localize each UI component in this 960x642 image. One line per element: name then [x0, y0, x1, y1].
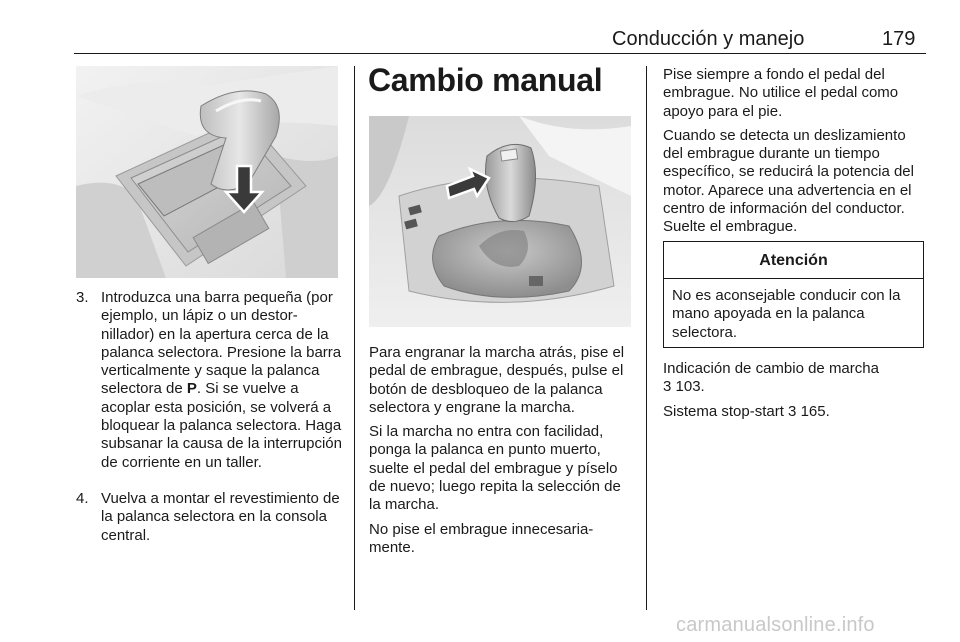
column-divider-right [646, 66, 647, 610]
page-number: 179 [882, 28, 916, 50]
gear-p-label: P [186, 380, 197, 398]
manual-gearshift-photo [369, 116, 631, 327]
header-rule [74, 53, 926, 54]
selector-lever-illustration [76, 66, 338, 278]
reference-page: 165. [800, 402, 830, 420]
step-3-text-part: . Si se vuelve a acoplar esta posición, se volverá a bloquear la palanca selectora. Haga subsanar la causa de la interrupción de corriente en un taller. [101, 380, 342, 471]
step-4 [76, 490, 342, 545]
paragraph: Si la marcha no entra con facilidad, ponga la palanca en punto muerto, suelte el pedal del embrague y píselo de nuevo; luego repita la selección de la marcha. [369, 423, 621, 514]
step-3 [76, 289, 342, 472]
paragraph: No pise el embrague innecesaria-mente. [369, 520, 594, 556]
paragraph: Cuando se detecta un deslizamiento del embrague durante un tiempo específico, se reducirá la potencia del motor. Aparece una advertencia en el centro de información del conductor. Suelte el embrague. [663, 126, 914, 236]
reference-stop-start[interactable] [663, 403, 928, 421]
step-3-text-part: Introduzca una barra pequeña (por ejemplo, un lápiz o un destor-nillador) en la apertura cerca de la palanca selectora. Presione la barra verticalmente y saque la palanca selectora de [101, 289, 342, 398]
reference-label: Indicación de cambio de marcha [663, 360, 879, 377]
step-3-number: 3. [76, 289, 89, 306]
page-ref-icon: 3 [663, 378, 676, 396]
right-body-text [663, 66, 928, 243]
column-divider-left [354, 66, 355, 610]
reference-gear-shift-indicator[interactable] [663, 360, 928, 397]
cross-references [663, 360, 928, 427]
reference-label: Sistema stop-start [663, 402, 784, 420]
page-ref-icon: 3 [783, 402, 801, 420]
warning-box [663, 241, 924, 348]
paragraph: Pise siempre a fondo el pedal del embrague. No utilice el pedal como apoyo para el pie. [663, 66, 899, 120]
middle-body-text [369, 344, 635, 563]
step-3-text [101, 289, 342, 472]
paragraph: Para engranar la marcha atrás, pise el pedal de embrague, después, pulse el botón de desbloqueo de la palanca selectora y engrane la marcha. [369, 344, 625, 416]
step-4-text: Vuelva a montar el revestimiento de la palanca selectora en la consola central. [101, 490, 340, 544]
reference-page: 103. [675, 378, 705, 396]
running-header-title: Conducción y manejo [612, 28, 805, 50]
step-4-number: 4. [76, 490, 89, 507]
selector-lever-photo [76, 66, 338, 278]
warning-title: Atención [664, 242, 923, 279]
section-title: Cambio manual [368, 62, 603, 98]
manual-gearshift-illustration [369, 116, 631, 327]
warning-text: No es aconsejable conducir con la mano apoyada en la palanca selectora. [672, 287, 901, 341]
watermark: carmanualsonline.info [676, 614, 875, 636]
